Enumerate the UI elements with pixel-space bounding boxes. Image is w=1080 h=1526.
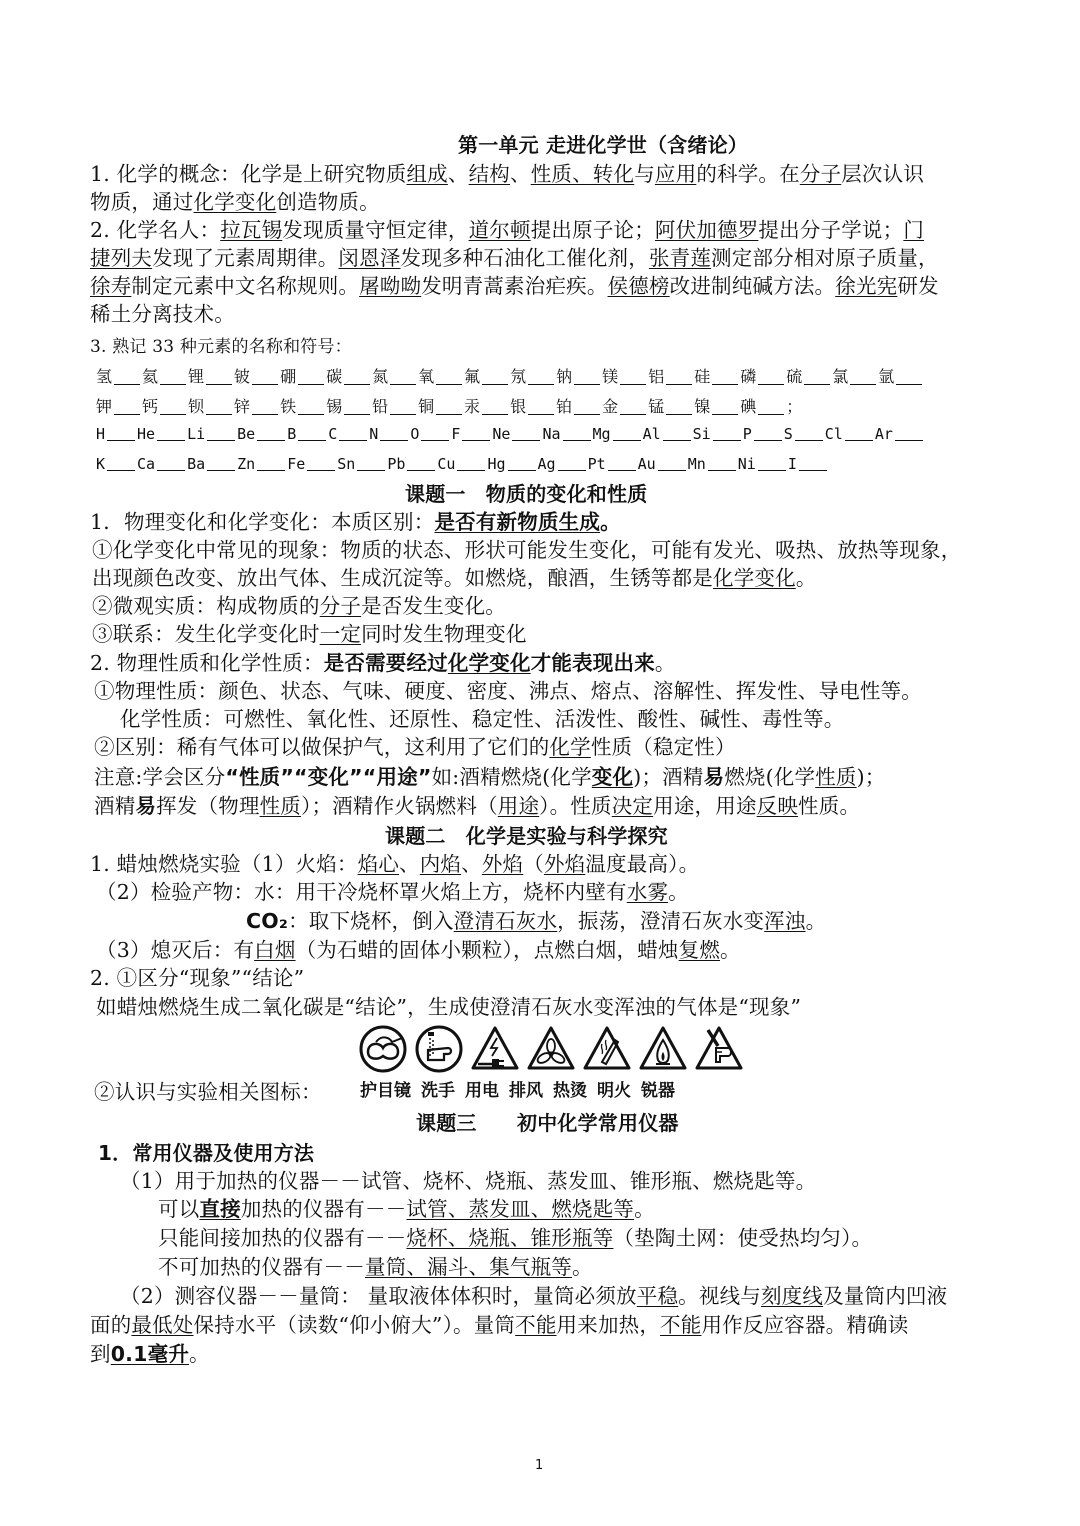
fill-in-blank [850,368,876,385]
element-blank: He [137,424,187,443]
fill-in-blank [713,424,741,441]
element-blank: Au [638,454,688,473]
fill-in-blank [307,454,335,471]
fill-in-blank [620,398,646,415]
scientists-line-1: 2. 化学名人：拉瓦锡发现质量守恒定律，道尔顿提出原子论；阿伏加德罗提出分子学说；门 [90,218,925,242]
fill-in-blank [298,368,324,385]
fill-in-blank [574,398,600,415]
fill-in-blank [666,398,692,415]
element-blank: O [410,424,451,443]
element-blank: 铍 [234,364,280,387]
topic3-line-4: 只能间接加热的仪器有－－烧杯、烧瓶、锥形瓶等（垫陶土网：使受热均匀）。 [158,1226,873,1250]
topic2-line-5: 2. ①区分“现象”“结论” [90,966,305,990]
element-blank: 氖 [510,364,556,387]
fill-in-blank [758,368,784,385]
topic3-line-1: 1．常用仪器及使用方法 [98,1141,315,1165]
elements-heading: 3. 熟记 33 种元素的名称和符号： [90,337,352,357]
concept-line-1: 1. 化学的概念：化学是上研究物质组成、结构、性质、转化与应用的科学。在分子层次认识 [90,162,925,186]
topic1-line-2: ①化学变化中常见的现象：物质的状态、形状可能发生变化，可能有发光、吸热、放热等现象， [92,538,962,562]
icon-labels [360,1076,685,1101]
fill-in-blank [620,368,646,385]
topic2-line-2: （2）检验产物：水：用干冷烧杯罩火焰上方，烧杯内壁有水雾。 [96,880,689,904]
fill-in-blank [799,454,827,471]
goggles-icon [358,1024,408,1074]
fill-in-blank [663,424,691,441]
topic1-line-9: ②区别：稀有气体可以做保护气，这利用了它们的化学性质（稳定性） [94,735,736,759]
fill-in-blank [160,398,186,415]
element-blank: 钙 [142,394,188,417]
fill-in-blank [708,454,736,471]
element-blank: 铂 [556,394,602,417]
fill-in-blank [436,398,462,415]
fill-in-blank [207,424,235,441]
scientists-line-2: 捷列夫发现了元素周期律。闵恩泽发现多种石油化工催化剂，张青莲测定部分相对原子质量， [90,246,939,270]
element-blank: 氢 [96,364,142,387]
element-blank: 碘 [740,394,786,417]
unit-title: 第一单元 走进化学世（含绪论） [458,133,748,157]
element-blank: 硅 [694,364,740,387]
fill-in-blank [114,368,140,385]
element-blank: Cl [825,424,875,443]
scientists-line-3: 徐寿制定元素中文名称规则。屠呦呦发明青蒿素治疟疾。侯德榜改进制纯碱方法。徐光宪研发 [90,274,939,298]
element-blank: 镁 [602,364,648,387]
element-blank: 锂 [188,364,234,387]
element-blank: 钾 [96,394,142,417]
topic3-line-6: （2）测容仪器－－量筒： 量取液体体积时，量筒必须放平稳。视线与刻度线及量筒内凹液 [120,1284,948,1308]
element-blank: 钡 [188,394,234,417]
fill-in-blank [380,424,408,441]
fill-in-blank [712,398,738,415]
fill-in-blank [160,368,186,385]
element-names-row-2: 钾 钙 钡 锌 铁 锡 铅 铜 汞 银 铂 金 锰 镍 碘 ； [96,394,802,417]
fill-in-blank [508,454,536,471]
fill-in-blank [436,368,462,385]
element-blank: Hg [487,454,537,473]
fill-in-blank [528,398,554,415]
icon-label: 锐器 [641,1081,675,1101]
element-blank: Fe [287,454,337,473]
fill-in-blank [462,424,490,441]
element-blank: 氩 [878,364,924,387]
fill-in-blank [482,398,508,415]
fill-in-blank [390,368,416,385]
element-blank: Si [693,424,743,443]
element-blank: 氮 [372,364,418,387]
topic2-line-1: 1. 蜡烛燃烧实验（1）火焰：焰心、内焰、外焰（外焰温度最高）。 [90,852,700,876]
element-blank: 锌 [234,394,280,417]
topic3-line-8: 到0.1毫升。 [90,1342,210,1366]
element-blank: Ba [187,454,237,473]
element-blank: Mg [593,424,643,443]
element-blank: 镍 [694,394,740,417]
element-blank: S [784,424,825,443]
topic2-line-3: CO₂：取下烧杯，倒入澄清石灰水，振荡，澄清石灰水变浑浊。 [246,909,827,933]
element-blank: 银 [510,394,556,417]
ventilation-fan-icon [526,1024,576,1074]
element-blank: 碳 [326,364,372,387]
topic2-line-4: （3）熄灭后：有白烟（为石蜡的固体小颗粒），点燃白烟，蜡烛复燃。 [96,938,741,962]
icon-label: 排风 [509,1081,543,1101]
element-blank: Li [187,424,237,443]
fill-in-blank [574,368,600,385]
element-blank: F [451,424,492,443]
topic3-line-7: 面的最低处保持水平（读数“仰小俯大”）。量筒不能用来加热，不能用作反应容器。精确读 [90,1313,909,1337]
fill-in-blank [613,424,641,441]
element-blank: 磷 [740,364,786,387]
fill-in-blank [107,424,135,441]
fill-in-blank [390,398,416,415]
fill-in-blank [421,424,449,441]
element-blank: 硼 [280,364,326,387]
hot-surface-icon [582,1024,632,1074]
element-blank: 铅 [372,394,418,417]
icon-label: 护目镜 [360,1081,411,1101]
topic1-line-8: 化学性质：可燃性、氧化性、还原性、稳定性、活泼性、酸性、碱性、毒性等。 [120,707,845,731]
fill-in-blank [712,368,738,385]
fill-in-blank [845,424,873,441]
fill-in-blank [357,454,385,471]
hand-wash-icon [414,1024,464,1074]
topic3-title: 课题三 初中化学常用仪器 [416,1111,679,1135]
fill-in-blank [512,424,540,441]
topic1-line-5: ③联系：发生化学变化时一定同时发生物理变化 [92,622,527,646]
topic3-line-2: （1）用于加热的仪器－－试管、烧杯、烧瓶、蒸发皿、锥形瓶、燃烧匙等。 [120,1169,817,1193]
fill-in-blank [206,398,232,415]
element-blank: K [96,454,137,473]
element-blank: 汞 [464,394,510,417]
fill-in-blank [298,424,326,441]
element-blank: I [788,454,829,473]
topic2-title: 课题二 化学是实验与科学探究 [385,824,668,848]
element-blank: B [287,424,328,443]
fill-in-blank [795,424,823,441]
fill-in-blank [482,368,508,385]
topic2-line-6: 如蜡烛燃烧生成二氧化碳是“结论”，生成使澄清石灰水变浑浊的气体是“现象” [96,995,802,1019]
lab-safety-icons [358,1024,744,1074]
element-blank: 钠 [556,364,602,387]
fill-in-blank [206,368,232,385]
fill-in-blank [257,424,285,441]
element-blank: 铜 [418,394,464,417]
concept-line-2: 物质，通过化学变化创造物质。 [90,190,380,214]
topic1-line-3: 出现颜色改变、放出气体、生成沉淀等。如燃烧，酿酒，生锈等都是化学变化。 [92,566,817,590]
fill-in-blank [344,368,370,385]
topic2-line-7: ②认识与实验相关图标： [94,1080,322,1104]
fill-in-blank [207,454,235,471]
element-blank: 铁 [280,394,326,417]
element-blank: 氯 [832,364,878,387]
element-blank: Al [643,424,693,443]
topic1-line-10: 注意:学会区分“性质”“变化”“用途”如:酒精燃烧(化学变化)；酒精易燃烧(化学性质)； [94,765,886,789]
open-flame-icon [638,1024,688,1074]
sharp-objects-icon [694,1024,744,1074]
element-symbols-row-1 [96,424,925,443]
element-blank: Mn [688,454,738,473]
element-blank: N [369,424,410,443]
element-blank: Pb [387,454,437,473]
icon-label: 明火 [597,1081,631,1101]
element-symbols-row-2 [96,454,829,473]
fill-in-blank [107,454,135,471]
topic1-line-7: ①物理性质：颜色、状态、气味、硬度、密度、沸点、熔点、溶解性、挥发性、导电性等。 [94,679,922,703]
fill-in-blank [298,398,324,415]
fill-in-blank [608,454,636,471]
fill-in-blank [157,454,185,471]
element-blank: 氧 [418,364,464,387]
fill-in-blank [758,454,786,471]
page-number: 1 [535,1458,544,1473]
fill-in-blank [344,398,370,415]
element-blank: 铝 [648,364,694,387]
element-blank: Cu [437,454,487,473]
fill-in-blank [758,398,784,415]
fill-in-blank [666,368,692,385]
element-blank: Zn [237,454,287,473]
fill-in-blank [558,454,586,471]
topic1-line-11: 酒精易挥发（物理性质）；酒精作火锅燃料（用途）。性质决定用途，用途反映性质。 [94,794,861,818]
icon-label: 热烫 [553,1081,587,1101]
fill-in-blank [252,368,278,385]
fill-in-blank [114,398,140,415]
fill-in-blank [257,454,285,471]
element-blank: C [328,424,369,443]
element-blank: 锰 [648,394,694,417]
element-blank: 氟 [464,364,510,387]
fill-in-blank [895,424,923,441]
topic1-line-6: 2. 物理性质和化学性质：是否需要经过化学变化才能表现出来。 [90,651,676,675]
element-blank: 硫 [786,364,832,387]
electricity-icon [470,1024,520,1074]
element-blank: Ar [875,424,925,443]
topic1-title: 课题一 物质的变化和性质 [405,482,648,506]
topic3-line-5: 不可加热的仪器有－－量筒、漏斗、集气瓶等。 [158,1255,593,1279]
fill-in-blank [407,454,435,471]
element-names-row-1 [96,364,924,387]
fill-in-blank [896,368,922,385]
fill-in-blank [528,368,554,385]
fill-in-blank [339,424,367,441]
scientists-line-4: 稀土分离技术。 [90,302,235,326]
element-blank: Na [542,424,592,443]
fill-in-blank [457,454,485,471]
element-blank: 金 [602,394,648,417]
fill-in-blank [658,454,686,471]
icon-label: 洗手 [421,1081,455,1101]
element-blank: H [96,424,137,443]
element-blank: Sn [337,454,387,473]
element-blank: Ca [137,454,187,473]
topic3-line-3: 可以直接加热的仪器有－－试管、蒸发皿、燃烧匙等。 [158,1197,655,1221]
element-blank: Be [237,424,287,443]
element-blank: Ag [538,454,588,473]
element-blank: Ne [492,424,542,443]
fill-in-blank [754,424,782,441]
topic1-line-1: 1．物理变化和化学变化：本质区别：是否有新物质生成。 [90,510,621,534]
icon-label: 用电 [465,1081,499,1101]
topic1-line-4: ②微观实质：构成物质的分子是否发生变化。 [92,594,507,618]
fill-in-blank [252,398,278,415]
fill-in-blank [563,424,591,441]
element-blank: Pt [588,454,638,473]
fill-in-blank [804,368,830,385]
fill-in-blank [157,424,185,441]
element-blank: P [743,424,784,443]
element-blank: 氦 [142,364,188,387]
element-blank: Ni [738,454,788,473]
element-blank: 锡 [326,394,372,417]
